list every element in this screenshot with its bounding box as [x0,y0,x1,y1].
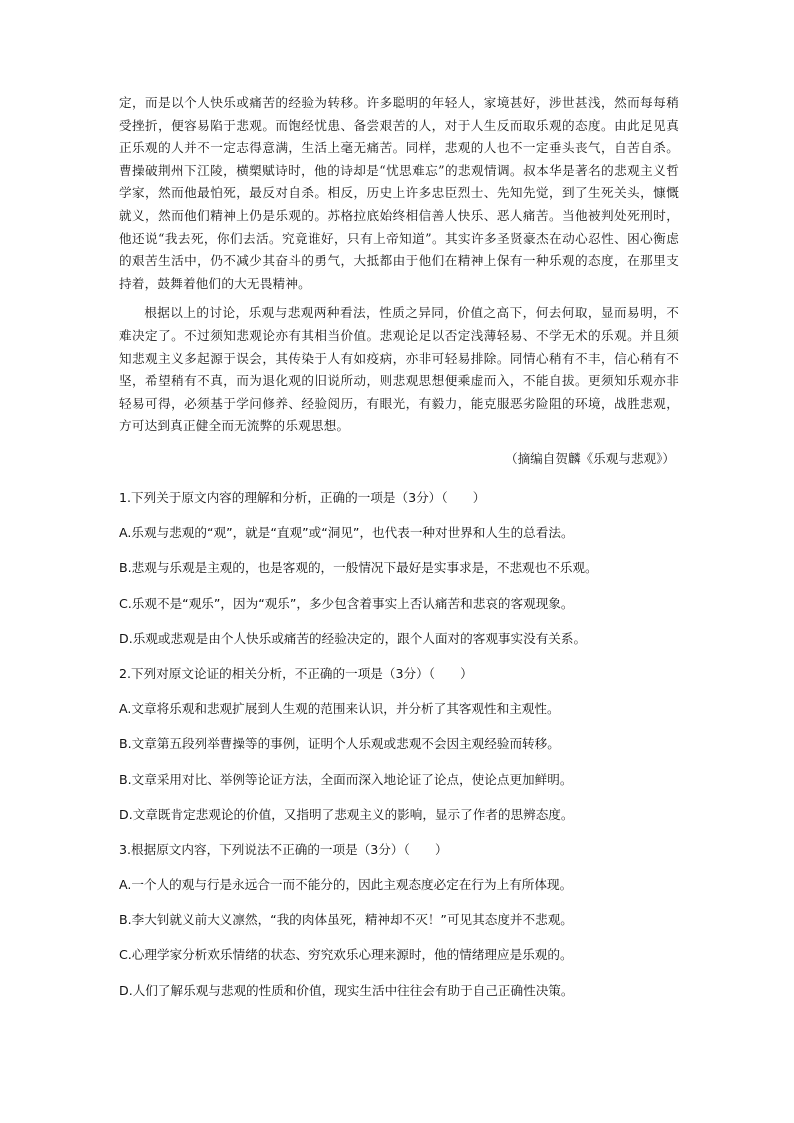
question-3-option-c: C.心理学家分析欢乐情绪的状态、穷究欢乐心理来源时，他的情绪理应是乐观的。 [119,947,573,963]
passage-paragraph-2: 根据以上的讨论，乐观与悲观两种看法，性质之异同，价值之高下，何去何取，显而易明，不难决定了。不过须知悲观论亦有其相当价值。悲观论足以否定浅薄轻易、不学无术的乐观。并且须知悲观主义多起源于误会，其传染于人有如疫病，亦非可轻易排除。同情心稍有不丰，信心稍有不坚，希望稍有不真，而为退化观的旧说所动，则悲观思想便乘虚而入，不能自拔。更须知乐观亦非轻易可得，必须基于学问修养、经验阅历，有眼光，有毅力，能克服恶劣险阻的环境，战胜悲观，方可达到真正健全而无流弊的乐观思想。 [119,305,679,434]
question-3-stem: 3.根据原文内容，下列说法不正确的一项是（3分）（ ） [119,841,448,857]
question-2-option-a: A.文章将乐观和悲观扩展到人生观的范围来认识，并分析了其客观性和主观性。 [119,701,560,717]
reading-passage [119,92,679,438]
question-1-option-b: B.悲观与乐观是主观的，也是客观的，一般情况下最好是实事求是，不悲观也不乐观。 [119,560,598,576]
question-1-option-a: A.乐观与悲观的“观”，就是“直观”或“洞见”，也代表一种对世界和人生的总看法。 [119,525,574,541]
question-2-option-d: D.文章既肯定悲观论的价值，又指明了悲观主义的影响，显示了作者的思辨态度。 [119,806,574,822]
question-2-stem: 2.下列对原文论证的相关分析，不正确的一项是（3分）（ ） [119,665,473,681]
question-3-option-d: D.人们了解乐观与悲观的性质和价值，现实生活中往往会有助于自己正确性决策。 [119,982,574,998]
passage-paragraph-1: 定，而是以个人快乐或痛苦的经验为转移。许多聪明的年轻人，家境甚好，涉世甚浅，然而每每稍受挫折，便容易陷于悲观。而饱经忧患、备尝艰苦的人，对于人生反而取乐观的态度。由此足见真正乐观的人并不一定志得意满，生活上毫无痛苦。同样，悲观的人也不一定垂头丧气，自苦自杀。曹操破荆州下江陵，横槊赋诗时，他的诗却是“忧思难忘”的悲观情调。叔本华是著名的悲观主义哲学家，然而他最怕死，最反对自杀。相反，历史上许多忠臣烈士、先知先觉，到了生死关头，慷慨就义，然而他们精神上仍是乐观的。苏格拉底始终相信善人快乐、恶人痛苦。当他被判处死刑时，他还说“我去死，你们去活。究竟谁好，只有上帝知道”。其实许多圣贤豪杰在动心忍性、困心衡虑的艰苦生活中，仍不减少其奋斗的勇气，大抵都由于他们在精神上保有一种乐观的态度，在那里支持着，鼓舞着他们的大无畏精神。 [119,95,679,291]
question-1-option-d: D.乐观或悲观是由个人快乐或痛苦的经验决定的，跟个人面对的客观事实没有关系。 [119,630,587,646]
question-2-option-b: B.文章第五段列举曹操等的事例，证明个人乐观或悲观不会因主观经验而转移。 [119,736,560,752]
question-3-option-a: A.一个人的观与行是永远合一而不能分的，因此主观态度必定在行为上有所体现。 [119,877,573,893]
passage-source: （摘编自贺麟《乐观与悲观》） [504,451,675,466]
question-3-option-b: B.李大钊就义前大义凛然，“我的肉体虽死，精神却不灭！”可见其态度并不悲观。 [119,912,573,928]
question-1-option-c: C.乐观不是“观乐”，因为“观乐”，多少包含着事实上否认痛苦和悲哀的客观现象。 [119,595,574,611]
question-list [119,480,679,1008]
question-1-stem: 1.下列关于原文内容的理解和分析，正确的一项是（3分）（ ） [119,490,486,505]
question-2-option-c: B.文章采用对比、举例等论证方法，全面而深入地论证了论点，使论点更加鲜明。 [119,771,573,787]
